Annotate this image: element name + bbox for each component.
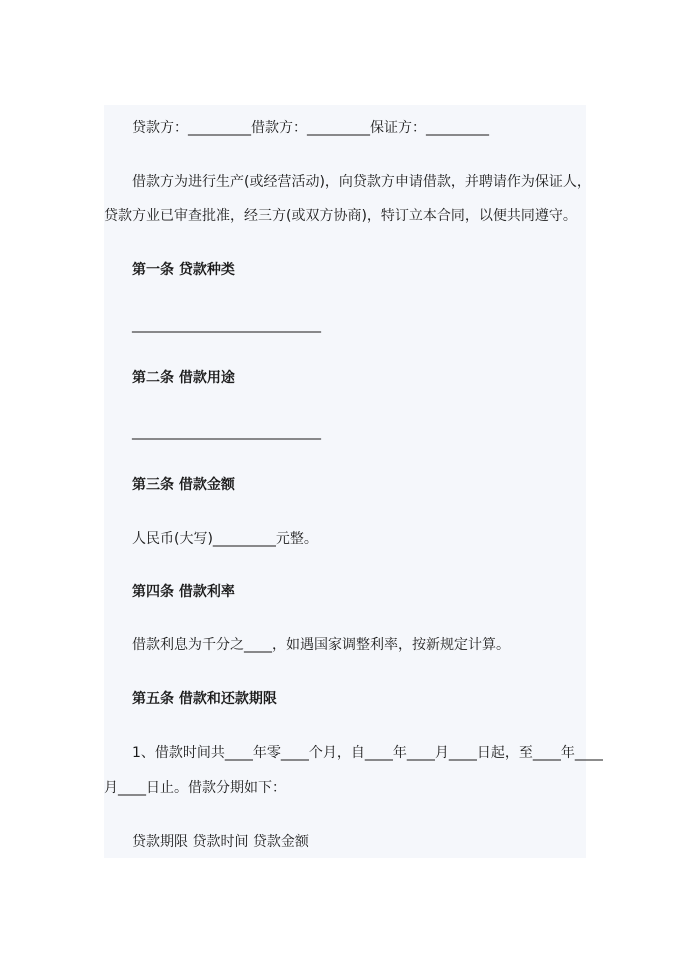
parties-line: 贷款方：_________借款方：_________保证方：_________ — [132, 120, 489, 136]
article-4-text: 借款利息为千分之____，如遇国家调整利率，按新规定计算。 — [132, 637, 510, 653]
article-5-clause-1-line-1: 1、借款时间共____年零____个月，自____年____月____日起，至____年____ — [132, 745, 603, 761]
article-3-title: 第三条 借款金额 — [132, 477, 235, 493]
article-3-text: 人民币(大写)_________元整。 — [132, 531, 318, 547]
loan-table-header: 贷款期限 贷款时间 贷款金额 — [132, 834, 309, 850]
article-2-blank: ___________________________ — [132, 424, 321, 440]
article-5-clause-1-line-2: 月____日止。借款分期如下： — [104, 780, 286, 796]
article-1-title: 第一条 贷款种类 — [132, 262, 235, 278]
intro-line-1: 借款方为进行生产(或经营活动)，向贷款方申请借款，并聘请作为保证人， — [132, 174, 591, 190]
article-2-title: 第二条 借款用途 — [132, 370, 235, 386]
article-4-title: 第四条 借款利率 — [132, 584, 235, 600]
intro-line-2: 贷款方业已审查批准，经三方(或双方协商)，特订立本合同，以便共同遵守。 — [104, 208, 577, 224]
article-5-title: 第五条 借款和还款期限 — [132, 691, 277, 707]
document-page — [104, 105, 603, 858]
article-1-blank: ___________________________ — [132, 317, 321, 333]
